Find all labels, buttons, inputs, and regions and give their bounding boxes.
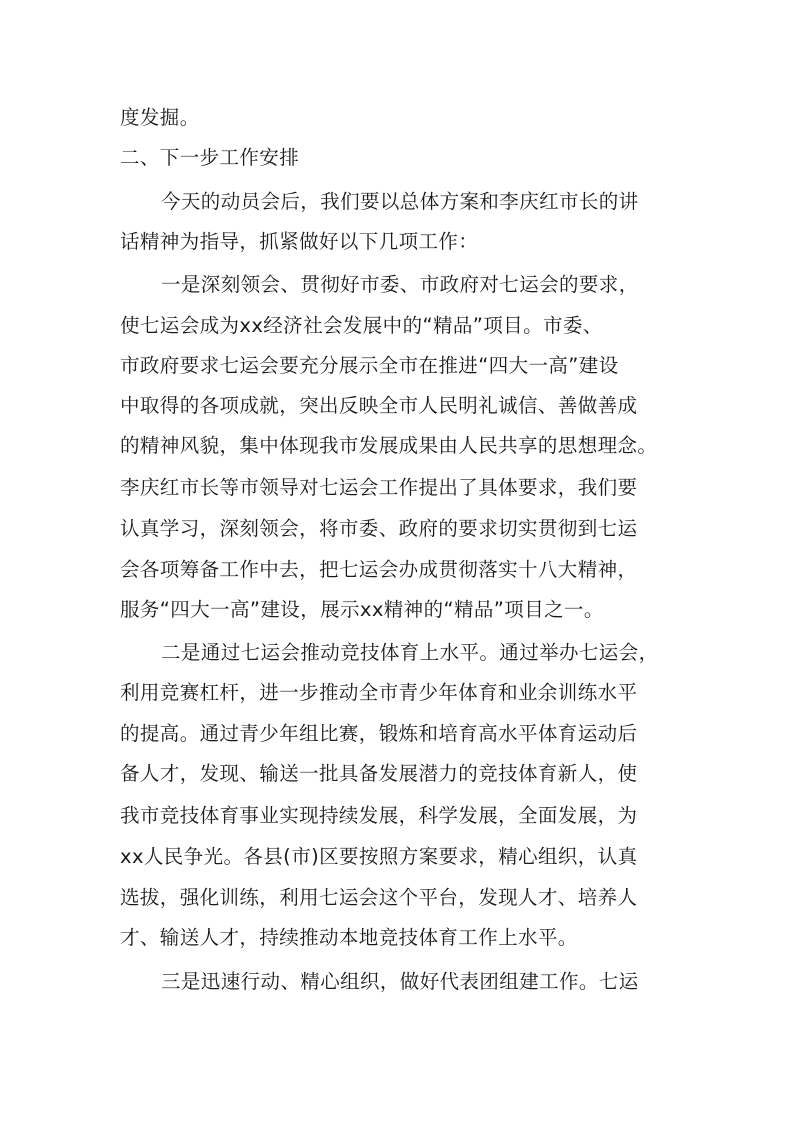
text-line: 使七运会成为xx经济社会发展中的“精品”项目。市委、 <box>120 314 603 337</box>
text-line: 二是通过七运会推动竞技体育上水平。通过举办七运会， <box>161 641 659 664</box>
text-line: 市政府要求七运会要充分展示全市在推进“四大一高”建设 <box>120 354 619 377</box>
text-line: 选拔，强化训练，利用七运会这个平台，发现人才、培养人 <box>120 886 638 909</box>
text-line: 话精神为指导，抓紧做好以下几项工作： <box>120 230 479 253</box>
text-line: 的精神风貌，集中体现我市发展成果由人民共享的思想理念。 <box>120 434 658 457</box>
text-line: 度发掘。 <box>120 106 200 129</box>
text-line: 服务“四大一高”建设，展示xx精神的“精品”项目之一。 <box>120 598 604 621</box>
text-line: 的提高。通过青少年组比赛，锻炼和培育高水平体育运动后 <box>120 722 638 745</box>
text-line: 中取得的各项成就，突出反映全市人民明礼诚信、善做善成 <box>120 394 638 417</box>
text-line: 一是深刻领会、贯彻好市委、市政府对七运会的要求， <box>161 273 639 296</box>
text-line: 今天的动员会后，我们要以总体方案和李庆红市长的讲 <box>161 190 639 213</box>
text-line: 备人才，发现、输送一批具备发展潜力的竞技体育新人，使 <box>120 762 638 785</box>
text-line: 利用竞赛杠杆，进一步推动全市青少年体育和业余训练水平 <box>120 681 638 704</box>
text-line: 会各项筹备工作中去，把七运会办成贯彻落实十八大精神， <box>120 558 638 581</box>
text-line: 认真学习，深刻领会，将市委、政府的要求切实贯彻到七运 <box>120 517 638 540</box>
text-line: 李庆红市长等市领导对七运会工作提出了具体要求，我们要 <box>120 476 638 499</box>
text-line: 三是迅速行动、精心组织，做好代表团组建工作。七运 <box>161 970 639 993</box>
text-line: xx人民争光。各县(市)区要按照方案要求，精心组织，认真 <box>120 845 638 868</box>
text-line: 我市竞技体育事业实现持续发展，科学发展，全面发展，为 <box>120 804 638 827</box>
section-heading: 二、下一步工作安排 <box>120 146 300 169</box>
text-line: 才、输送人才，持续推动本地竞技体育工作上水平。 <box>120 926 578 949</box>
